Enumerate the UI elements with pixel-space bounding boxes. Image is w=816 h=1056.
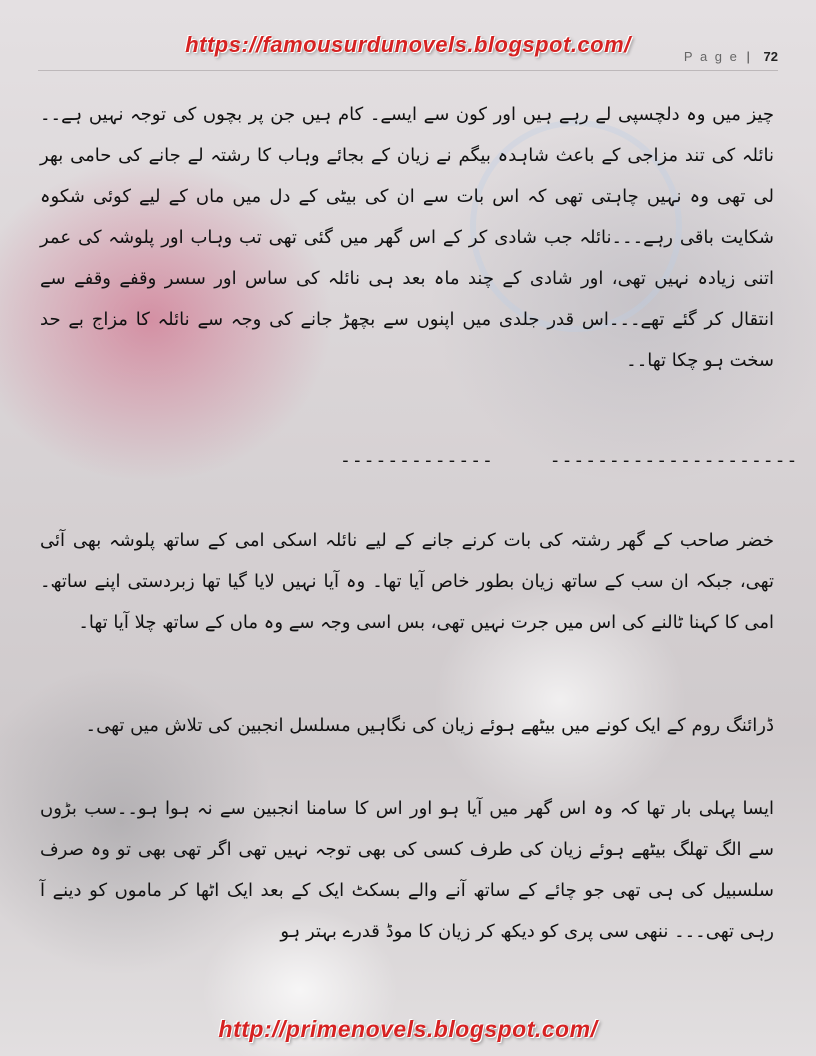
paragraph-4: ایسا پہلی بار تھا کہ وہ اس گھر میں آیا ہو اور اس کا سامنا انجبین سے نہ ہوا ہو۔۔سب بڑوں سے الگ تھلگ بیٹھے ہوئے زیان کی طرف کسی کی بھی توجہ نہیں تھی اگر تھی بھی تو وہ صرف سلسبیل کی ہی تھی جو چائے کے ساتھ آنے والے بسکٹ ایک کے بعد ایک اٹھا کر ماموں کو دینے آ رہی تھی۔۔۔ ننھی سی پری کو دیکھ کر زیان کا موڈ قدرے بہتر ہو — [40, 798, 774, 942]
page-number-label — [684, 49, 778, 64]
paragraph-1: چیز میں وہ دلچسپی لے رہے ہیں اور کون سے ایسے۔ کام ہیں جن پر بچوں کی توجہ نہیں ہے۔۔نائلہ کی تند مزاجی کے باعث شاہدہ بیگم نے زیان کے بجائے وہاب کا رشتہ لے جانے کی حامی بھر لی تھی وہ نہیں چاہتی تھی کہ اس بات سے ان کی بیٹی کے دل میں ماں کے لیے کوئی شکوہ شکایت باقی رہے۔۔۔نائلہ جب شادی کر کے اس گھر میں گئی تھی تب وہاب اور پلوشہ کی عمر اتنی زیادہ نہیں تھی، اور شادی کے چند ماہ بعد ہی نائلہ کی ساس اور سسر وقفے وقفے سے انتقال کر گئے تھے۔۔۔اس قدر جلدی میں اپنوں سے بچھڑ جانے کی وجہ سے نائلہ کا مزاج بے حد سخت ہو چکا تھا۔۔ — [40, 104, 774, 371]
page-separator: | — [746, 49, 752, 64]
paragraph-2: خضر صاحب کے گھر رشتہ کی بات کرنے جانے کے لیے نائلہ اسکی امی کے ساتھ پلوشہ بھی آئی تھی، جبکہ ان سب کے ساتھ زیان بطور خاص آیا تھا۔ وہ آیا نہیں لایا گیا تھا زبردستی اپنے ساتھ۔امی کا کہنا ٹالنے کی اس میں جرت نہیں تھی، بس اسی وجہ سے وہ ماں کے ساتھ چلا آیا تھا۔ — [40, 530, 774, 633]
footer-url[interactable]: http://primenovels.blogspot.com/ — [218, 1016, 598, 1042]
page-number: 72 — [763, 49, 778, 64]
separator-dashes-short: ------------- — [340, 450, 494, 471]
header-divider — [38, 70, 778, 71]
section-separator — [340, 450, 799, 471]
paragraph-3: ڈرائنگ روم کے ایک کونے میں بیٹھے ہوئے زیان کی نگاہیں مسلسل انجبین کی تلاش میں تھی۔ — [85, 715, 774, 736]
page-label: P a g e — [683, 49, 739, 64]
header-url[interactable]: https://famousurdunovels.blogspot.com/ — [185, 32, 631, 57]
separator-dashes-long: --------------------- — [549, 450, 799, 471]
